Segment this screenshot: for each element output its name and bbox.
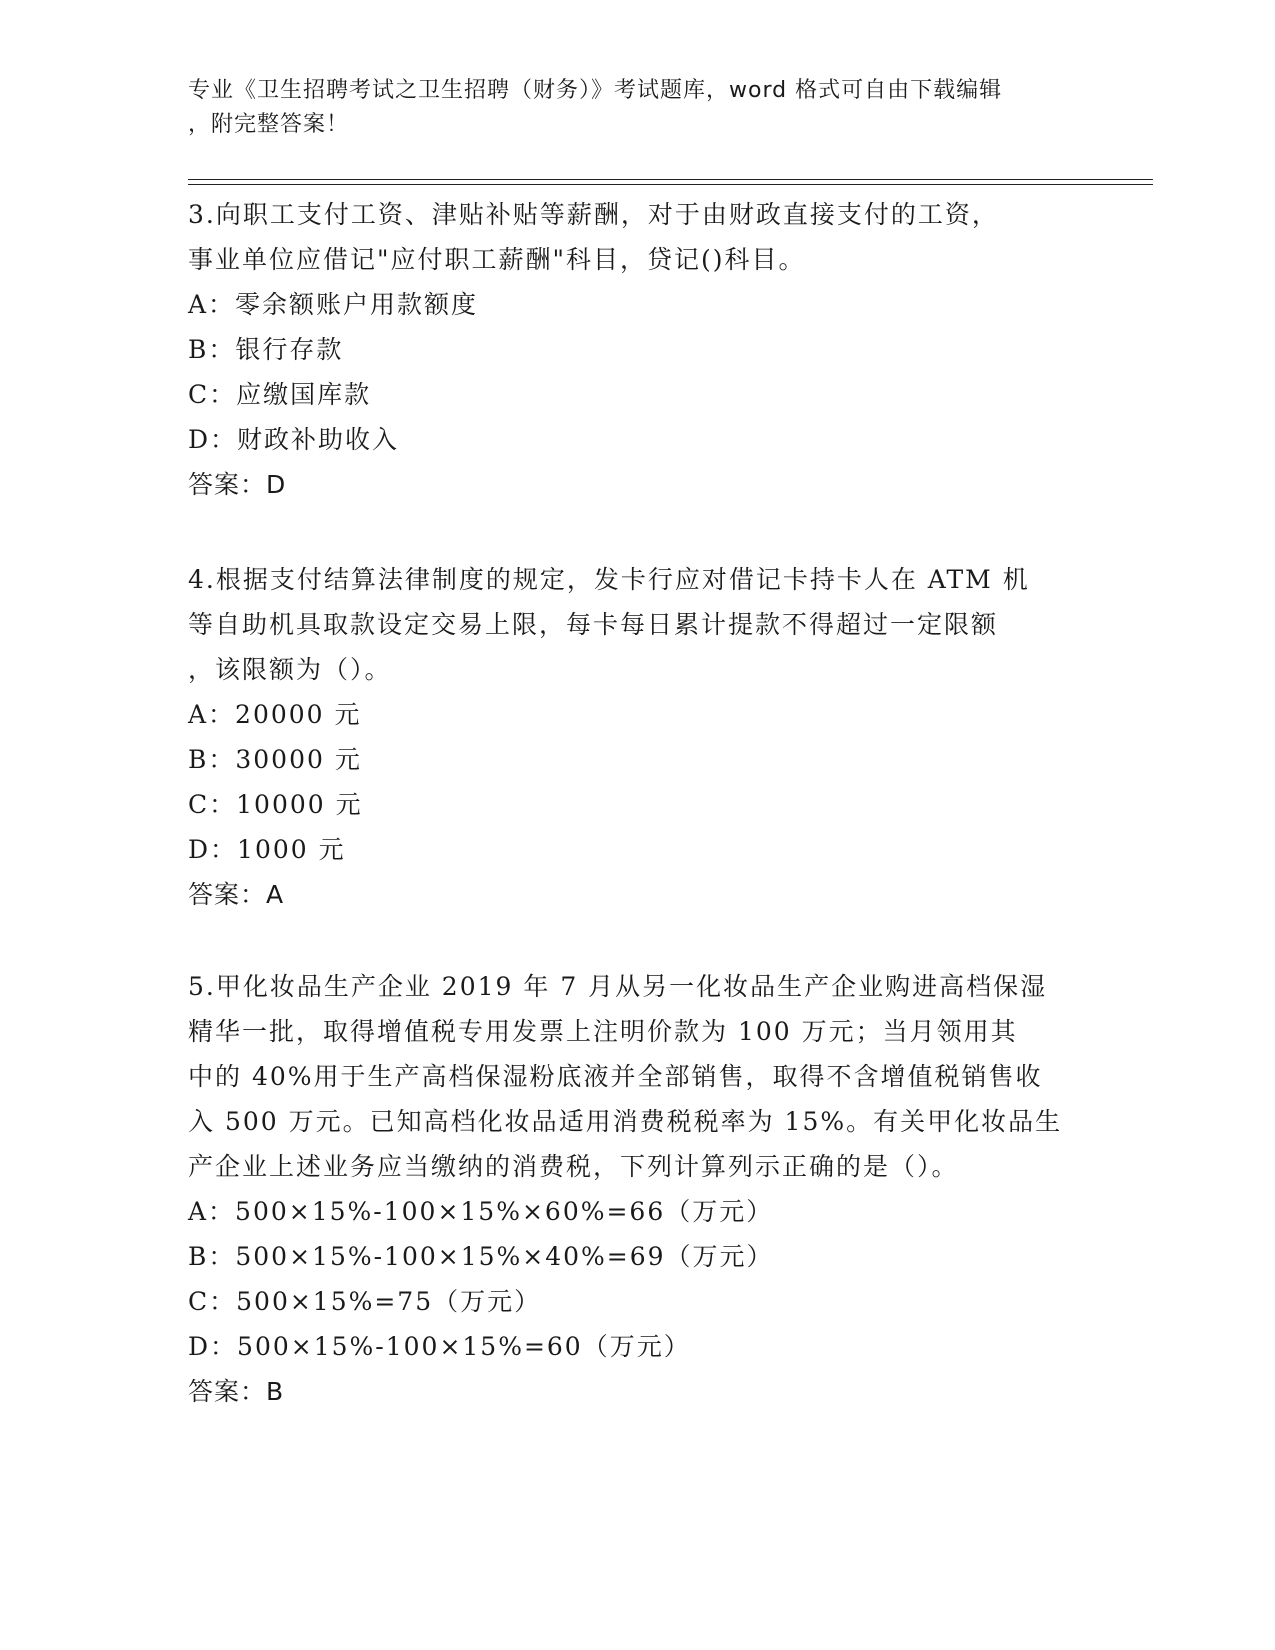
question-4-option-a: A：20000 元 [188,700,362,729]
question-5-option-a: A：500×15%-100×15%×60%=66（万元） [188,1197,774,1226]
header-divider-bottom [188,184,1153,185]
header-line-1: 专业《卫生招聘考试之卫生招聘（财务）》考试题库，word 格式可自由下载编辑 [188,78,1003,103]
question-3-option-b: B：银行存款 [188,335,344,364]
question-5-line-2: 精华一批，取得增值税专用发票上注明价款为 100 万元；当月领用其 [188,1017,1018,1046]
question-3-line-1: 3.向职工支付工资、津贴补贴等薪酬，对于由财政直接支付的工资， [188,200,999,229]
question-5-answer: 答案：B [188,1377,285,1406]
question-4 [188,557,1088,917]
question-5-line-1: 5.甲化妆品生产企业 2019 年 7 月从另一化妆品生产企业购进高档保湿 [188,972,1048,1001]
question-3 [188,192,1088,507]
question-3-line-2: 事业单位应借记"应付职工薪酬"科目，贷记()科目。 [188,245,806,274]
question-4-line-2: 等自助机具取款设定交易上限，每卡每日累计提款不得超过一定限额 [188,610,999,639]
question-4-line-3: ，该限额为（）。 [188,655,392,684]
document-header [188,74,1068,142]
question-4-answer: 答案：A [188,880,285,909]
question-5 [188,964,1088,1414]
question-3-option-c: C：应缴国库款 [188,380,372,409]
question-3-option-a: A：零余额账户用款额度 [188,290,479,319]
question-5-option-b: B：500×15%-100×15%×40%=69（万元） [188,1242,774,1271]
question-3-answer: 答案：D [188,470,287,499]
question-5-line-4: 入 500 万元。已知高档化妆品适用消费税税率为 15%。有关甲化妆品生 [188,1107,1063,1136]
question-5-line-3: 中的 40%用于生产高档保湿粉底液并全部销售，取得不含增值税销售收 [188,1062,1043,1091]
question-5-option-c: C：500×15%=75（万元） [188,1287,542,1316]
question-5-line-5: 产企业上述业务应当缴纳的消费税，下列计算列示正确的是（）。 [188,1152,959,1181]
question-4-option-c: C：10000 元 [188,790,363,819]
question-3-option-d: D：财政补助收入 [188,425,400,454]
header-line-2: ，附完整答案！ [188,112,350,137]
question-4-line-1: 4.根据支付结算法律制度的规定，发卡行应对借记卡持卡人在 ATM 机 [188,565,1030,594]
header-divider-top [188,179,1153,180]
question-5-option-d: D：500×15%-100×15%=60（万元） [188,1332,691,1361]
question-4-option-b: B：30000 元 [188,745,362,774]
question-4-option-d: D：1000 元 [188,835,346,864]
